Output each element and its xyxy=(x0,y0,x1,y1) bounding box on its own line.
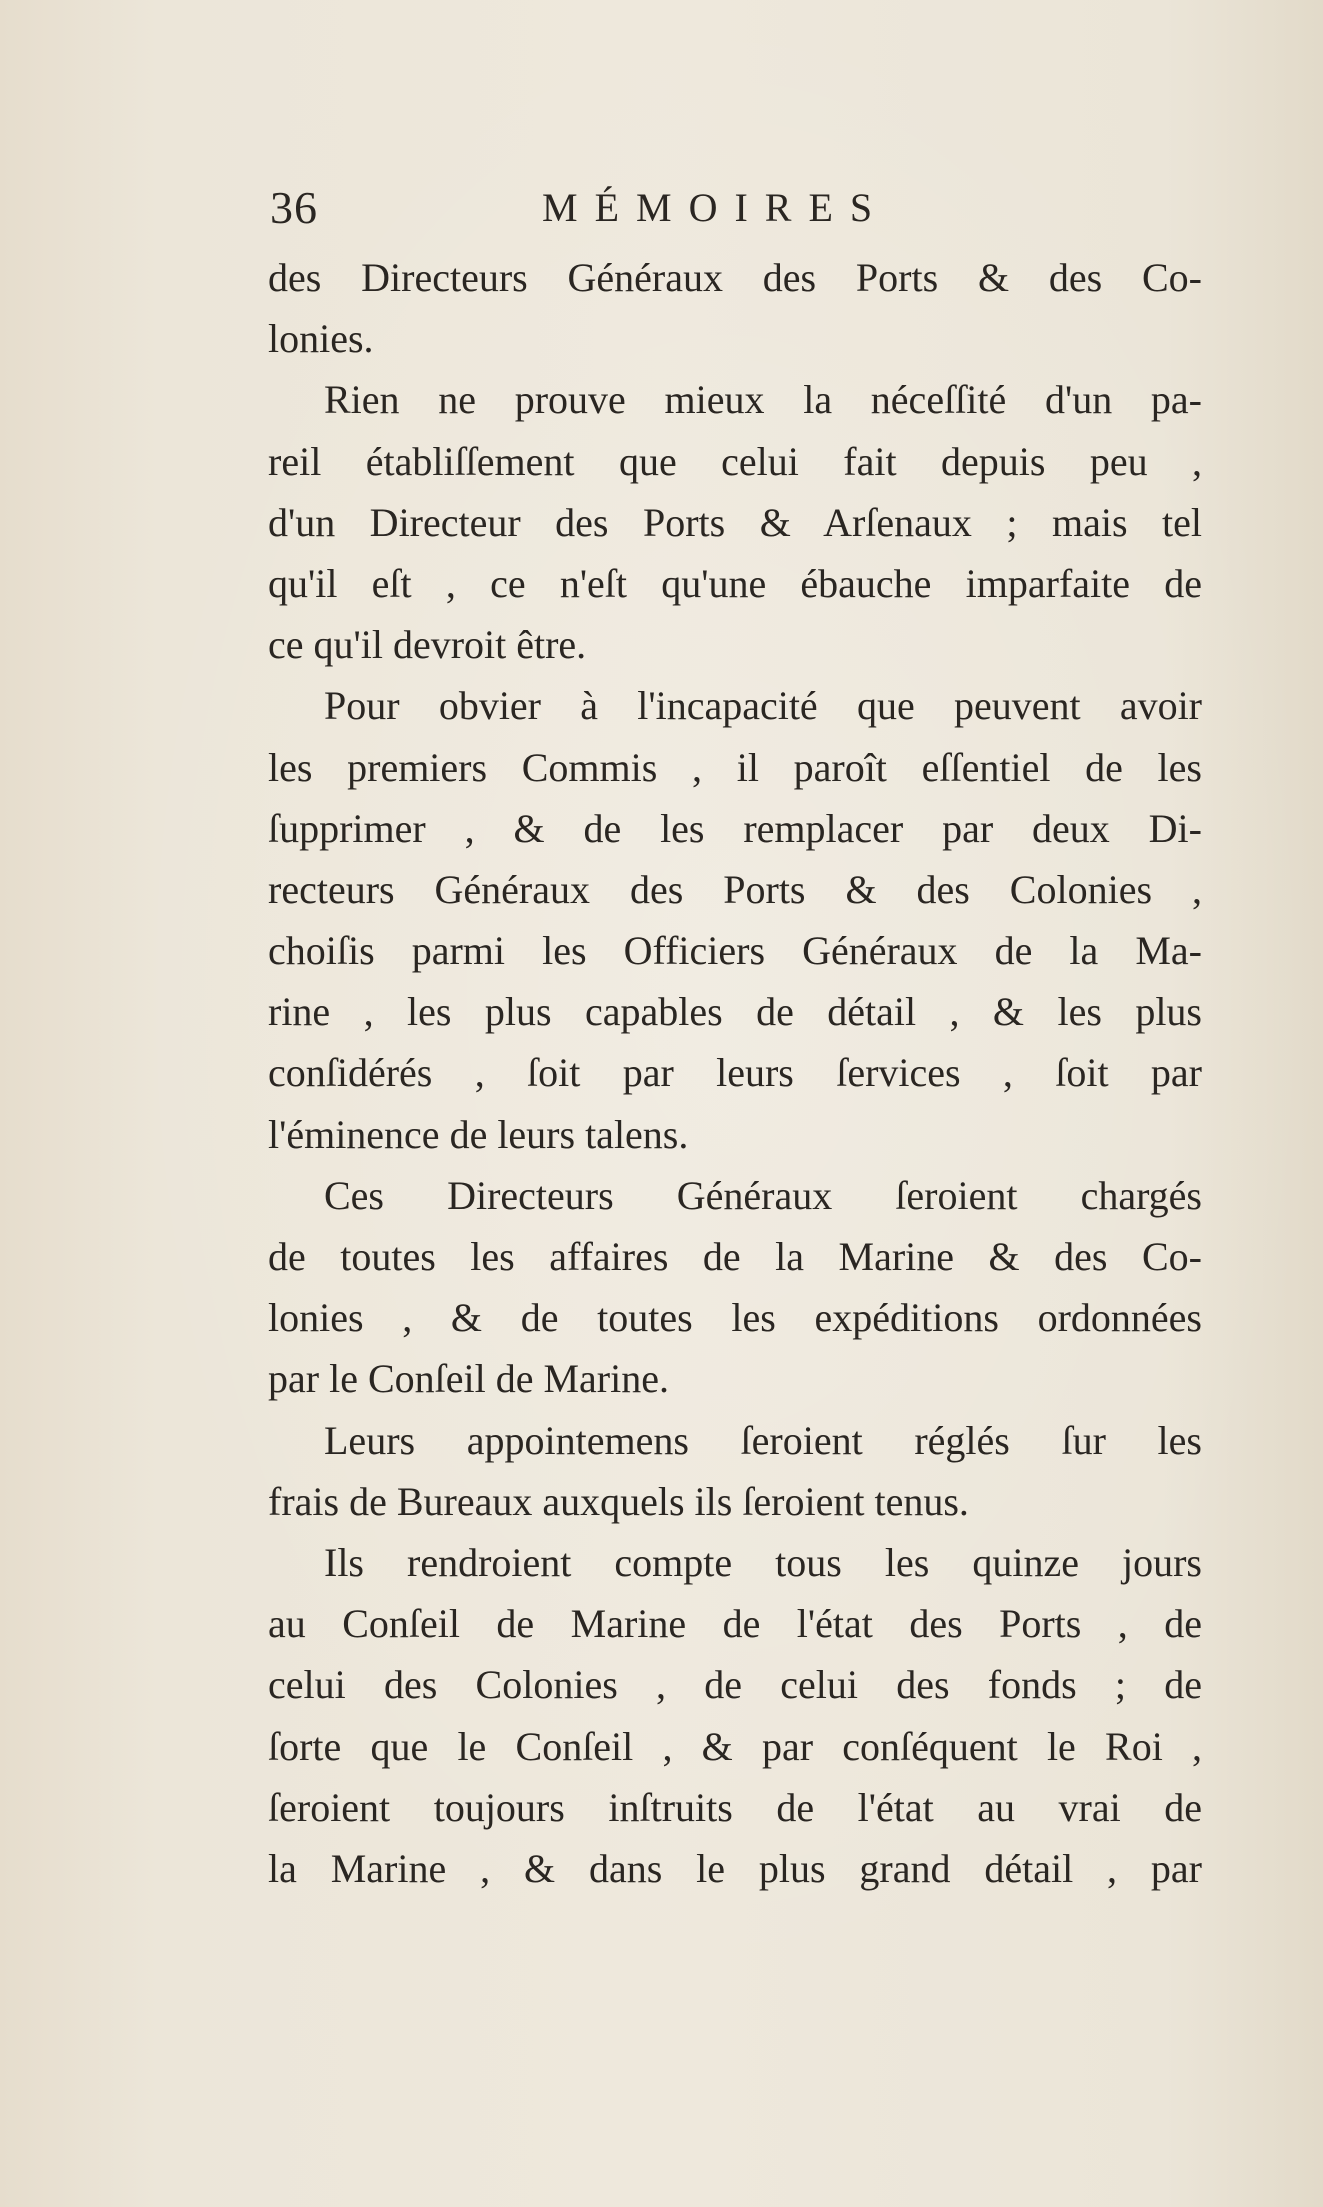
text-line: lonies , & de toutes les expéditions ordonnées xyxy=(268,1295,1202,1341)
text-line: les premiers Commis , il paroît eſſentiel de les xyxy=(268,744,1202,790)
running-title: MÉMOIRES xyxy=(542,185,890,230)
text-line: reil établiſſement que celui fait depuis peu , xyxy=(268,438,1202,484)
text-line: ſupprimer , & de les remplacer par deux Di- xyxy=(268,805,1202,851)
text-line: ce qu'il devroit être. xyxy=(268,622,587,668)
text-line: l'éminence de leurs talens. xyxy=(268,1111,689,1157)
text-line: la Marine , & dans le plus grand détail , par xyxy=(268,1845,1202,1891)
text-line: ſeroient toujours inſtruits de l'état au vrai de xyxy=(268,1784,1202,1830)
text-line: lonies. xyxy=(268,316,374,362)
text-line: qu'il eſt , ce n'eſt qu'une ébauche imparfaite de xyxy=(268,560,1202,606)
text-line: recteurs Généraux des Ports & des Colonies , xyxy=(268,866,1202,912)
text-line: d'un Directeur des Ports & Arſenaux ; mais tel xyxy=(268,499,1202,545)
text-line: frais de Bureaux auxquels ils ſeroient tenus. xyxy=(268,1478,969,1524)
text-line: Rien ne prouve mieux la néceſſité d'un pa- xyxy=(324,377,1202,423)
page-number: 36 xyxy=(270,182,318,233)
text-line: des Directeurs Généraux des Ports & des Co- xyxy=(268,255,1202,300)
text-line: au Conſeil de Marine de l'état des Ports , de xyxy=(268,1601,1202,1647)
text-line: de toutes les affaires de la Marine & des Co- xyxy=(268,1234,1202,1279)
text-line: par le Conſeil de Marine. xyxy=(268,1356,669,1402)
text-line: Ces Directeurs Généraux ſeroient chargés xyxy=(324,1172,1202,1218)
text-line: Pour obvier à l'incapacité que peuvent avoir xyxy=(324,683,1202,729)
text-line: Ils rendroient compte tous les quinze jours xyxy=(324,1539,1202,1585)
text-line: choiſis parmi les Officiers Généraux de la Ma- xyxy=(268,928,1202,974)
running-head xyxy=(270,178,950,238)
body-text xyxy=(268,247,1202,1899)
text-line: celui des Colonies , de celui des fonds ; de xyxy=(268,1662,1202,1708)
text-line: conſidérés , ſoit par leurs ſervices , ſoit par xyxy=(268,1050,1202,1096)
text-line: rine , les plus capables de détail , & les plus xyxy=(268,989,1202,1035)
text-line: ſorte que le Conſeil , & par conſéquent le Roi , xyxy=(268,1723,1202,1769)
text-line: Leurs appointemens ſeroient réglés ſur les xyxy=(324,1417,1202,1463)
